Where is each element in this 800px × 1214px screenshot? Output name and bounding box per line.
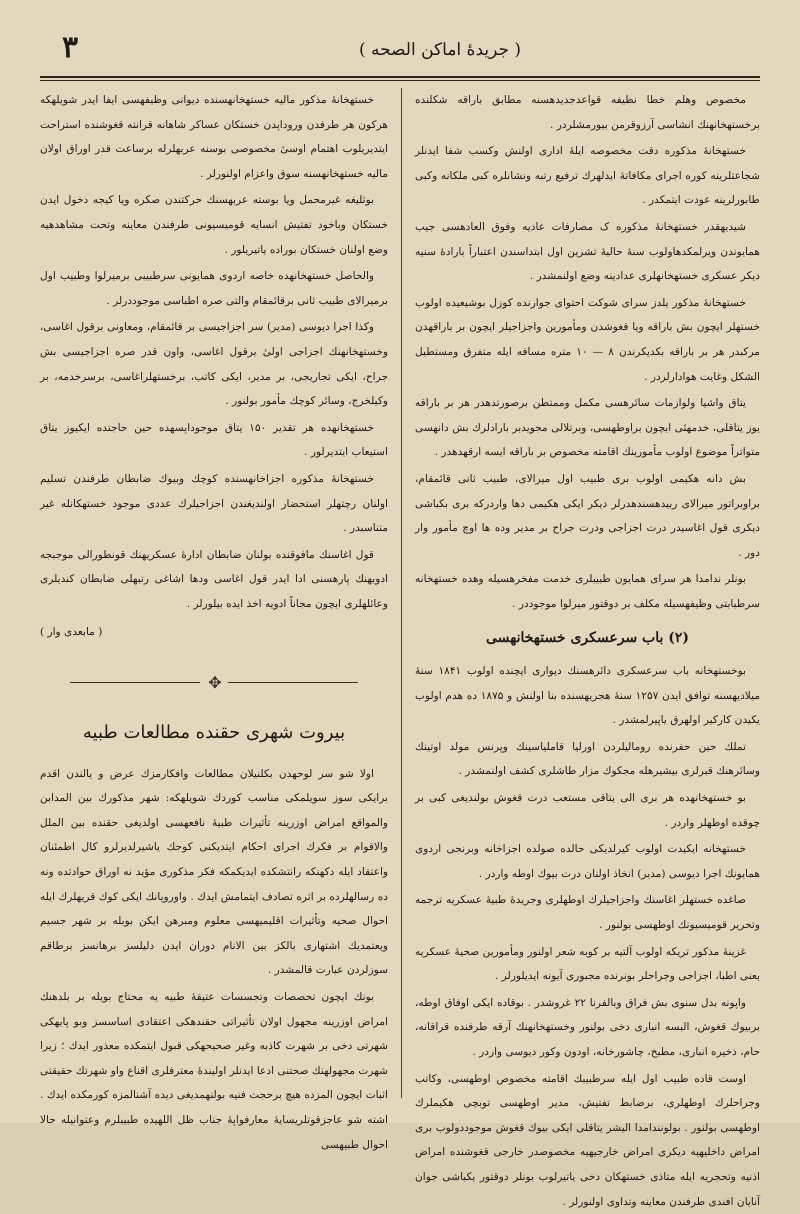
paragraph: خستهخانه ایکیدت اولوب کیرلدیکی حالده صولده اجزاخانه وبرنجی اردوی همایونك اجرا دیوسی (مدیر) انخاذ اولنان درت بیوك اوطه واردر .: [415, 843, 760, 880]
ornament-divider: [40, 663, 388, 703]
paragraph: صاغده خستهلر اغاسنك واجزاجیلرك اوطهلری وجریدهٔ طبیهٔ عسکریه ترجمه وتحریر قومیسیونك اوطهسی بولنور .: [415, 894, 760, 931]
paragraph: خستهخانهٔ مذکور یلدز سرای شوکت احتوای جوارنده کوزل بوشیعیده اولوب خستهلر ایچون بش باراقه ویا قغوشدن ومأمورین واجزاجیلر ایچون بر باراقهدن مرکبدر هر بر باراقه بکدیکرندن ۸ — ۱۰ متره مسافه ایله متفرق ومستطیل الشکل وغایت هوادارلردر .: [415, 296, 760, 383]
ornament-icon: ✥: [208, 673, 222, 693]
section-heading: (۲) باب سرعسکری خستهخانهسی: [485, 630, 690, 647]
paragraph: اوست قاده طبیب اول ایله سرطبیبك اقامته مخصوص اوطهسی، وکاتب وجراحلرك اوطهلری، برضابط تفتیش، مدیر اوطهسی توبچی هکیملرك اوطهسی بولنور . بولونندامدا الیشر یتاقلی ایکی بیوك قغوش موجوددولوب بری امراض داخلیهیه دیکری امراض خارجیهیه مخصوصدر خارجی قغوشنده امراض اذنیه وتحجریه ایله متاذی خستهکان دخی یاتیرلوب بونلر دوقتور یکباشی جوان آنایان افندی طرفندن معاینه وتداوی اولنورلر .: [415, 1072, 760, 1208]
paragraph: بونلر ندامدا هر سرای همایون طبیبلری خدمت مفخرهسیله وهده خستهخانه سرطبابتی وظیفهسیله مکلف بر دوقتور میرلوا موجوددر .: [415, 573, 760, 610]
paragraph: والحاصل خستهخانهده خاصه اردوی همایونی سرطبیبی برمیرلوا وطبیب اول برمیرالای طبیب ثانی برقائمقام والتی صره اطباسی موجوددرلر .: [40, 270, 388, 307]
paragraph: خستهخانهٔ مذکوره دقت مخصوصه ایلهٔ اداری اولنش وکسب شفا ایدنلر شجاعتلرینه کوره اجرای مکافاتهٔ ایدلهرك ترفیع رتبه ونشانلره کبی ملکانه وکبی طابورلرینه عودت ایتمکدر .: [415, 145, 760, 207]
paragraph: وکذا اجرا دیوسی (مدیر) سر اجزاجیسی بر قائمقام، ومعاونی برقول اغاسی، وخستهخانهنك اجزاجی اولیٔ برقول اغاسی، واون قدر صره اجزاجیسی بش جراح، ایکی تجاریجی، بر مدیر، ایکی کاتب، برخستهلراغاسی، برسرخدمه، بر وکیلخرج، وسائر کوچك مأمور بولنور .: [40, 321, 388, 408]
article-title: بیروت شهری حقنده مطالعات طبیه: [82, 722, 346, 744]
ornament-line: [228, 682, 358, 683]
paragraph: بش دانه هکیمی اولوب بری طبیب اول میرالای، طبیب ثانی قائمقام، براوبراتور میرالای ربیدهسندهدرلر دیکر ایکی هکیمی دها واردرکه بری بکباشی دیکری قول اغاسیدر درت اجزاجی ودرت جراح بر مدیر وده ها اوچ مأمور وار دور .: [415, 472, 760, 559]
left-column: [40, 88, 388, 1151]
paragraph: یتاق واشیا ولوازمات سائرهسی مکمل وممتطن برصورتدهدر هر بر باراقه یوز یتاقلی، خدمهئی ایچون براوطهسی، وبرتلالی مجویدبر بارادلرك بش دانهسی متواتراً موضوع اولوب مأمورینك اقامته مخصوص بر باراقه ایسه ارقهدهدر .: [415, 397, 760, 459]
paragraph: تملك حین حفرنده رومالیلردن اورلیا قاملیاسینك وپرنس مولد اوتینك وسائرهنك قبرلری بیشیرهله مجکوك مزار طاشلری کشف اولنمشدر .: [415, 740, 760, 778]
paragraph: بوثلیغه غیرمحمل ویا بوسته عربهسنك حرکتندن صکره ویا کیجه دخول ایدن خستکان وباخود تفتیش انسایه قومیسیونی طرفندن معاینه وتحت مشاهدهیه وضع اولنان خستکان بوراده یاتیریلور .: [40, 194, 388, 256]
page-number: ٣: [62, 30, 79, 65]
header-rule-thin: [40, 80, 760, 81]
paragraph: شیدیهقدر خستهخانهٔ مذکوره ک مصارفات عادیه وفوق العادهسی جیب همایوندن ویرلمکدهاولوب سنهٔ حالیهٔ تشرین اول ابتداسندن اعتباراً بارادهٔ سنیه دیکر عسکری خستهخانهلری عدادینه وضع اولنمشدر .: [415, 220, 760, 283]
header-rule: [40, 76, 760, 78]
paragraph: اولا شو سر لوحهدن بکلنیلان مطالعات وافکارمزك عرض و یالندن اقدم برایکی سوز سویلمکی مناسب کوردك شویلهکه: شهر مذکورك بین المدابن والمواقع امراض اوزرینه تأثیرات طبیهٔ نافعهسی اولدیغی حقنده بین الملل والاقوام بر فکرك اجرای احکام ایتدیکنی کوجك یاشیرلدیرلرو کال اطمئنان واعتقاد ایله دکهنکه رانتشکده ایدیکمکه فکر مذکوری مؤید نه اوراق حوادثده ونه ده رسالهلرده بر اثره تصادف ایتمامش ایدك . واوروپانك ایکی کوك قریهلرك ایله احوال صحیه وتأثیرات اقلیمیهسی معلوم ومبرهن ایکن بوبله بر شهر جسیم ویعتمدیك اشتهاری بالکز بین الانام دوران ایدن دلیلسز برهانسز برطاقم سوزلردن عبارت قالمشدر .: [40, 767, 388, 977]
paragraph: قول اغاسنك مافوقنده بولنان ضابطان ادارهٔ عسکریهنك قونطورالی موجبجه ادویهنك پارهسنی ادا ایدر قول اغاسی ودها اشاغی رتبهلی ضابطان کندیلری وعائلهلری ایچون مجاناً ادویه اخذ ایده بیلورلر .: [40, 548, 388, 610]
paragraph: غزینهٔ مذکور تریکه اولوب آلتیه بر کوبه شعر اولنور ومأمورین صحیهٔ عسکریه یعنی اطبا، اجزاجی وجراحلر بونرنده مجبوری آیونه ایدیلورلر .: [415, 945, 760, 983]
paragraph: مخصوص وهلم خطا نظیفه قواعدجدیدهسنه مطابق باراقه شکلنده برخستهخانهنك انشاسی آرزوقرمن بیورمشلردر .: [415, 94, 760, 131]
paragraph: خستهخانهده هر تقدیر ۱۵۰ یتاق موجوداپسهده حین حاجتده ایکیوز یتاق استیعاب ایتدیرلور .: [40, 421, 388, 459]
ornament-line: [70, 682, 200, 683]
column-divider: [401, 88, 402, 1098]
to-be-continued: ( مابعدی وار ): [40, 626, 103, 639]
paragraph: بوخستهخانه باب سرعسکری دائرهسنك دیواری ایچنده اولوب ۱۸۴۱ سنهٔ میلادیهسنه توافق ایدن ۱۲۵۷ سنهٔ هجریهسنده بنا اولنش و ۱۸۷۵ ده هدم اولوب یکیدن کارکیر اولهرق یاپیرلمشدر .: [415, 665, 760, 727]
running-title: ( جریدهٔ اماکن الصحه ): [358, 40, 522, 60]
paragraph: بونك ایچون تحصصات وتجسسات عتیقهٔ طبیه یه محتاج بویله بر بلدهنك امراض اوزرینه مجهول اولان تأثیراتی حقندهکی اعتقادی اساسسز وبو پایهکی شهرتی دخی بر شهرت کاذبه وغیر صحیحهکی قبول ایتمکده معذور ایدك ؛ زیرا شهرت مجهولهنك صحتنی ادعا ایدنلر اولیندهٔ معترفلری اقناع واو شهرتك حقیقتی اثبات ایچون المزده هیچ برحجت فنیه بولنهمدیغی دیده آشنالمزه کورمکده ایدك . اشته شو عاجزقوتلریسایهٔ معارفواپهٔ جناب ظل اللهیده طبیبلرم وعتوانیله حالا احوال طبیهسی: [40, 991, 388, 1151]
right-column: [415, 88, 760, 1208]
paragraph: بو خستهخانهده هر بری الی یتاقی مستعب درت قغوش بولندیغی کبی بر چوقده اوطهلر واردر .: [415, 792, 760, 829]
paragraph: خستهخانهٔ مذکوره اجزاخانهسنده کوچك وبیوك ضابطان طرفندن تسلیم اولنان رچتهلر استحضار اولندیغندن اجزاجیلرك عددی موجود خستهکانله غیر متناسبدر .: [40, 472, 388, 535]
paragraph: واپونه بدل سنوی بش فراق وبالفرنا ۲۲ غروشدر . بوقاده ایکی اوفاق اوطه، بربیوك قغوش، البسه انباری دخی بولنور وخستهخانهنك آرقه طرفنده قراقانه، حام، ذخیره انباری، مطبخ، چاشورخانه، اودون وکور دیوسی واردر .: [415, 996, 760, 1058]
page-header: [40, 28, 760, 80]
paragraph: خستهخانهٔ مذکور مالیه خستهخانهسنده دیوانی وظیفهسی ایفا ایدر شویلهکه هرکون هر طرفدن وروداپدن خستکان عساکر شاهانه قرانته قغوشنده استراحت ایتدیریلوب اهتمام اوسیٔ مخصوصی بوسنه عربهلرله برساعت قدر اوراق اولان مالیه خستهخانهسنه سوق واعزام اولنورلر .: [40, 94, 388, 180]
